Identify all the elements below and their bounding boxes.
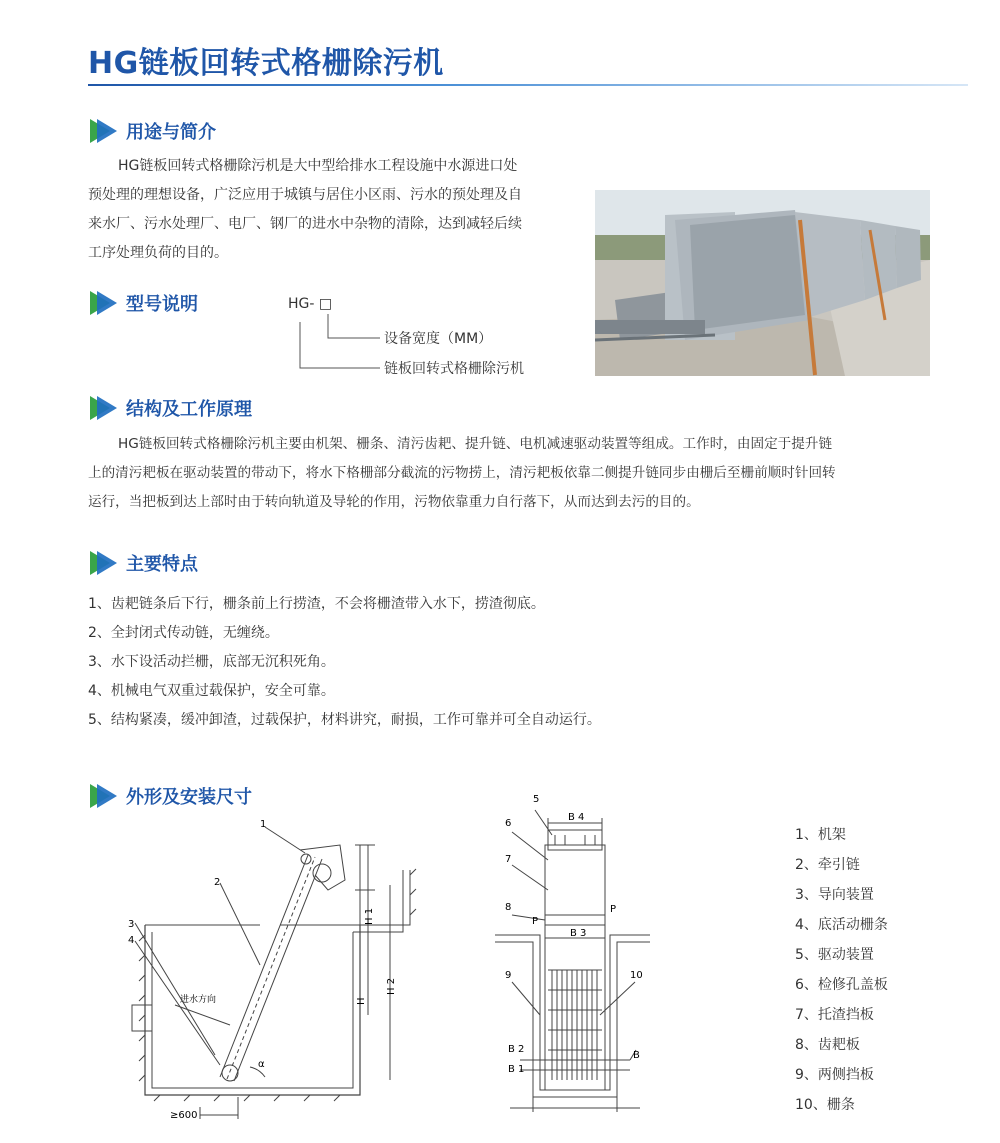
dim-angle: α: [258, 1059, 265, 1070]
feature-item: 5、结构紧凑，缓冲卸渣，过载保护，材料讲究，耐损，工作可靠并可全自动运行。: [88, 712, 601, 728]
legend-item: 4、底活动栅条: [795, 917, 888, 933]
front-label-5: 5: [533, 794, 540, 805]
principle-line: 上的清污耙板在驱动装置的带动下，将水下格栅部分截流的污物捞上，清污耙板依靠二侧提升链同步由栅后至栅前顺时针回转: [88, 465, 836, 481]
legend-item: 2、牵引链: [795, 857, 860, 873]
section-dimensions-title: 外形及安装尺寸: [126, 787, 252, 808]
legend-item: 9、两侧挡板: [795, 1067, 874, 1083]
section-principle-title: 结构及工作原理: [126, 399, 252, 420]
usage-line: 工序处理负荷的目的。: [88, 245, 228, 261]
principle-paragraph: [88, 430, 948, 517]
section-features-heading: [88, 548, 198, 578]
legend-item: 1、机架: [795, 827, 846, 843]
side-label-1: 1: [260, 819, 267, 830]
front-label-6: 6: [505, 818, 512, 829]
front-label-10: 10: [630, 970, 643, 981]
front-label-8: 8: [505, 902, 512, 913]
usage-line: 预处理的理想设备，广泛应用于城镇与居住小区雨、污水的预处理及自: [88, 187, 522, 203]
model-width-label: 设备宽度（MM）: [384, 331, 493, 347]
principle-line: HG链板回转式格栅除污机主要由机架、栅条、清污齿耙、提升链、电机减速驱动装置等组成。工作时，由固定于提升链: [118, 436, 833, 452]
dim-p-left: P: [532, 916, 539, 927]
dim-h2: H 2: [386, 977, 397, 995]
section-model-title: 型号说明: [126, 294, 198, 315]
legend-item: 3、导向装置: [795, 887, 874, 903]
flow-direction-label: 进水方向: [180, 995, 217, 1005]
feature-item: 2、全封闭式传动链，无缠绕。: [88, 625, 279, 641]
section-arrow-icon: [88, 393, 118, 423]
feature-item: 3、水下设活动拦栅，底部无沉积死角。: [88, 654, 335, 670]
legend-item: 8、齿耙板: [795, 1037, 860, 1053]
side-label-2: 2: [214, 877, 221, 888]
usage-line: HG链板回转式格栅除污机是大中型给排水工程设施中水源进口处: [118, 158, 518, 174]
section-features-title: 主要特点: [126, 554, 198, 575]
section-arrow-icon: [88, 781, 118, 811]
dim-p-right: P: [610, 904, 617, 915]
legend-item: 10、栅条: [795, 1097, 855, 1113]
section-principle-heading: [88, 393, 252, 423]
equipment-photo: [595, 190, 930, 376]
legend-item: 6、检修孔盖板: [795, 977, 888, 993]
dim-min-distance: ≥600: [170, 1110, 198, 1121]
feature-item: 1、齿耙链条后下行，栅条前上行捞渣，不会将栅渣带入水下，捞渣彻底。: [88, 596, 545, 612]
parts-legend: [795, 820, 888, 1120]
principle-line: 运行，当把板到达上部时由于转向轨道及导轮的作用，污物依靠重力自行落下，从而达到去污的目的。: [88, 494, 700, 510]
legend-item: 5、驱动装置: [795, 947, 874, 963]
dim-b: B: [633, 1050, 640, 1061]
front-view-drawing: [490, 790, 660, 1125]
usage-line: 来水厂、污水处理厂、电厂、钢厂的进水中杂物的清除，达到减轻后续: [88, 216, 522, 232]
front-label-7: 7: [505, 854, 512, 865]
dim-b3: B 3: [570, 928, 587, 939]
model-code-diagram: [288, 292, 568, 382]
page-title: HG链板回转式格栅除污机: [88, 46, 444, 81]
section-model-heading: [88, 288, 198, 318]
dim-h: H: [356, 997, 367, 1005]
section-usage-heading: [88, 116, 216, 146]
features-list: [88, 590, 601, 735]
side-label-3: 3: [128, 919, 135, 930]
model-code: HG- □: [288, 296, 333, 312]
usage-paragraph: [88, 152, 568, 268]
section-arrow-icon: [88, 116, 118, 146]
model-name-label: 链板回转式格栅除污机: [384, 361, 524, 377]
title-underline: [88, 84, 968, 86]
dim-b1: B 1: [508, 1064, 525, 1075]
section-usage-title: 用途与简介: [126, 122, 216, 143]
section-dimensions-heading: [88, 781, 252, 811]
dim-h1: H 1: [364, 907, 375, 925]
side-label-4: 4: [128, 935, 135, 946]
side-view-drawing: [100, 815, 440, 1125]
legend-item: 7、托渣挡板: [795, 1007, 874, 1023]
dim-b2: B 2: [508, 1044, 525, 1055]
feature-item: 4、机械电气双重过载保护，安全可靠。: [88, 683, 335, 699]
section-arrow-icon: [88, 548, 118, 578]
section-arrow-icon: [88, 288, 118, 318]
dim-b4: B 4: [568, 812, 585, 823]
front-label-9: 9: [505, 970, 512, 981]
